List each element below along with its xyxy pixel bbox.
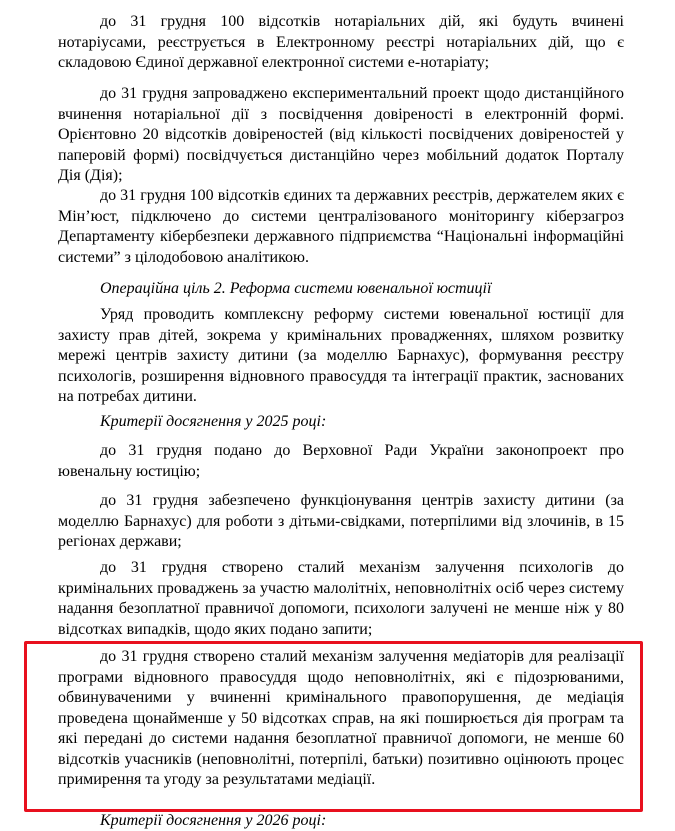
criterion-paragraph-notarial-registry: до 31 грудня 100 відсотків нотаріальних дій, які будуть вчинені нотаріусами, реєструється в Електронному реєстрі нотаріальних дій, що є складовою Єдиної державної електронної системи е-нотаріату; [58,13,624,71]
criteria-2025-heading: Критерії досягнення у 2025 році: [100,413,327,430]
operational-goal-heading: Операційна ціль 2. Реформа системи ювенальної юстиції [100,280,492,297]
criterion-paragraph-mediators: до 31 грудня створено сталий механізм залучення медіаторів для реалізації програми відновного правосуддя щодо неповнолітніх, які є підозрюваними, обвинуваченими у вчиненні кримінального правопорушення, де медіація проведена щонайменше у 50 відсотках справ, на які поширюється дія програм та які передані до системи надання безоплатної правничої допомоги, не менше 60 відсотків учасників (неповнолітні, потерпілі, батьки) позитивно оцінюють процес примирення та угоду за результатами медіації. [58,648,624,788]
criterion-paragraph-remote-notarization: до 31 грудня запроваджено експериментальний проект щодо дистанційного вчинення нотаріальної дії з посвідчення довіреності в електронній формі. Орієнтовно 20 відсотків довіреностей (від кількості посвідчених довіреностей у паперовій формі) посвідчується дистанційно через мобільний додаток Порталу Дія (Дія); [58,85,624,184]
criterion-paragraph-barnahus-centers: до 31 грудня забезпечено функціонування центрів захисту дитини (за моделлю Барнахус) для роботи з дітьми-свідками, потерпілими від злочинів, в 15 регіонах держави; [58,492,624,550]
goal-description-paragraph: Уряд проводить комплексну реформу системи ювенальної юстиції для захисту прав дітей, зокрема у кримінальних провадженнях, шляхом розвитку мережі центрів захисту дитини (за моделлю Барнахус), формування реєстру психологів, розширення відновного правосуддя та інтеграції практик, заснованих на потребах дитини. [58,306,624,405]
criteria-2026-heading: Критерії досягнення у 2026 році: [100,812,327,829]
criterion-paragraph-juvenile-law: до 31 грудня подано до Верховної Ради України законопроект про ювенальну юстицію; [58,442,624,480]
criterion-paragraph-psychologists: до 31 грудня створено сталий механізм залучення психологів до кримінальних проваджень за участю малолітніх, неповнолітніх осіб через систему надання безоплатної правничої допомоги, психологи залучені не менше ніж у 80 відсотках випадків, щодо яких подано запити; [58,559,624,638]
criterion-paragraph-cyber-monitoring: до 31 грудня 100 відсотків єдиних та державних реєстрів, держателем яких є Мін’юст, підключено до системи централізованого моніторингу кіберзагроз Департаменту кібербезпеки державного підприємства “Національні інформаційні системи” з цілодобовою аналітикою. [58,187,624,266]
highlight-box [24,641,643,812]
